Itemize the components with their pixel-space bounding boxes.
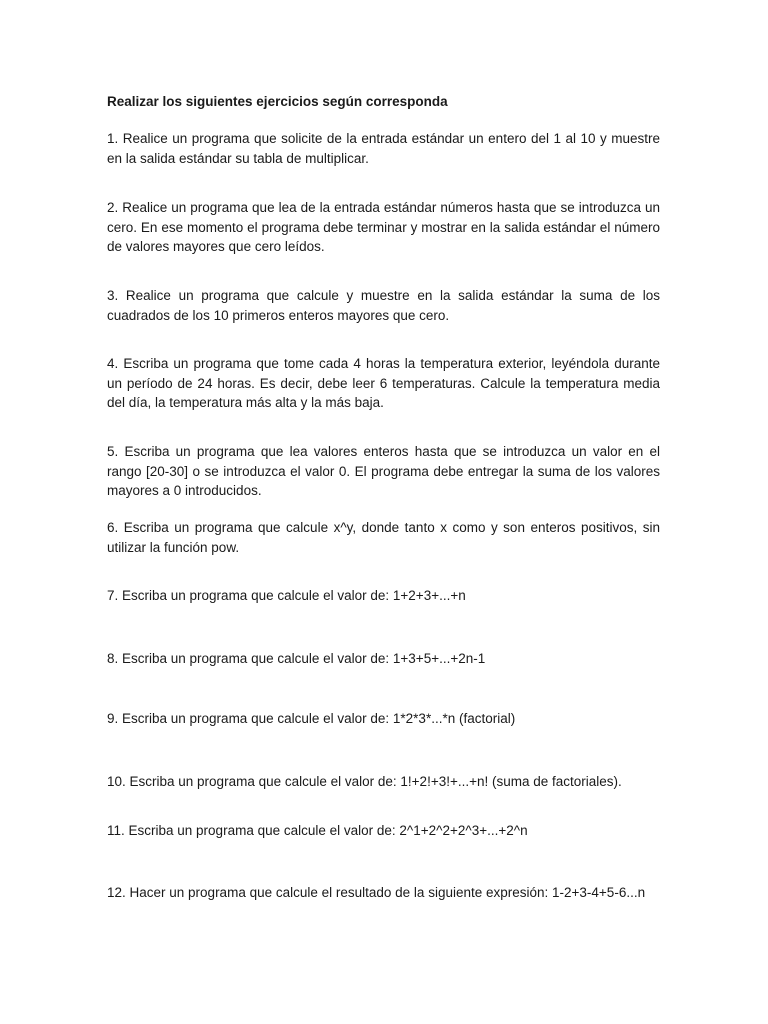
exercise-12: 12. Hacer un programa que calcule el resultado de la siguiente expresión: 1-2+3-4+5-6...n [107,885,646,900]
document-title: Realizar los siguientes ejercicios según corresponda [107,94,448,109]
exercise-3: 3. Realice un programa que calcule y muestre en la salida estándar la suma de los cuadrados de los 10 primeros enteros mayores que cero. [107,288,660,323]
exercise-4: 4. Escriba un programa que tome cada 4 horas la temperatura exterior, leyéndola durante un período de 24 horas. Es decir, debe leer 6 temperaturas. Calcule la temperatura media del día, la temperatura más alta y la más baja. [107,356,660,410]
exercise-2: 2. Realice un programa que lea de la entrada estándar números hasta que se introduzca un cero. En ese momento el programa debe terminar y mostrar en la salida estándar el número de valores mayores que cero leídos. [107,200,660,254]
exercise-1: 1. Realice un programa que solicite de la entrada estándar un entero del 1 al 10 y muestre en la salida estándar su tabla de multiplicar. [107,131,660,166]
exercise-10: 10. Escriba un programa que calcule el valor de: 1!+2!+3!+...+n! (suma de factoriales). [107,774,622,789]
exercise-11: 11. Escriba un programa que calcule el valor de: 2^1+2^2+2^3+...+2^n [107,823,528,838]
exercise-5: 5. Escriba un programa que lea valores enteros hasta que se introduzca un valor en el rango [20-30] o se introduzca el valor 0. El programa debe entregar la suma de los valores mayores a 0 introducidos. [107,444,660,498]
exercise-9: 9. Escriba un programa que calcule el valor de: 1*2*3*...*n (factorial) [107,711,516,726]
exercise-6: 6. Escriba un programa que calcule x^y, donde tanto x como y son enteros positivos, sin utilizar la función pow. [107,520,660,555]
exercise-8: 8. Escriba un programa que calcule el valor de: 1+3+5+...+2n-1 [107,651,486,666]
exercise-7: 7. Escriba un programa que calcule el valor de: 1+2+3+...+n [107,588,466,603]
